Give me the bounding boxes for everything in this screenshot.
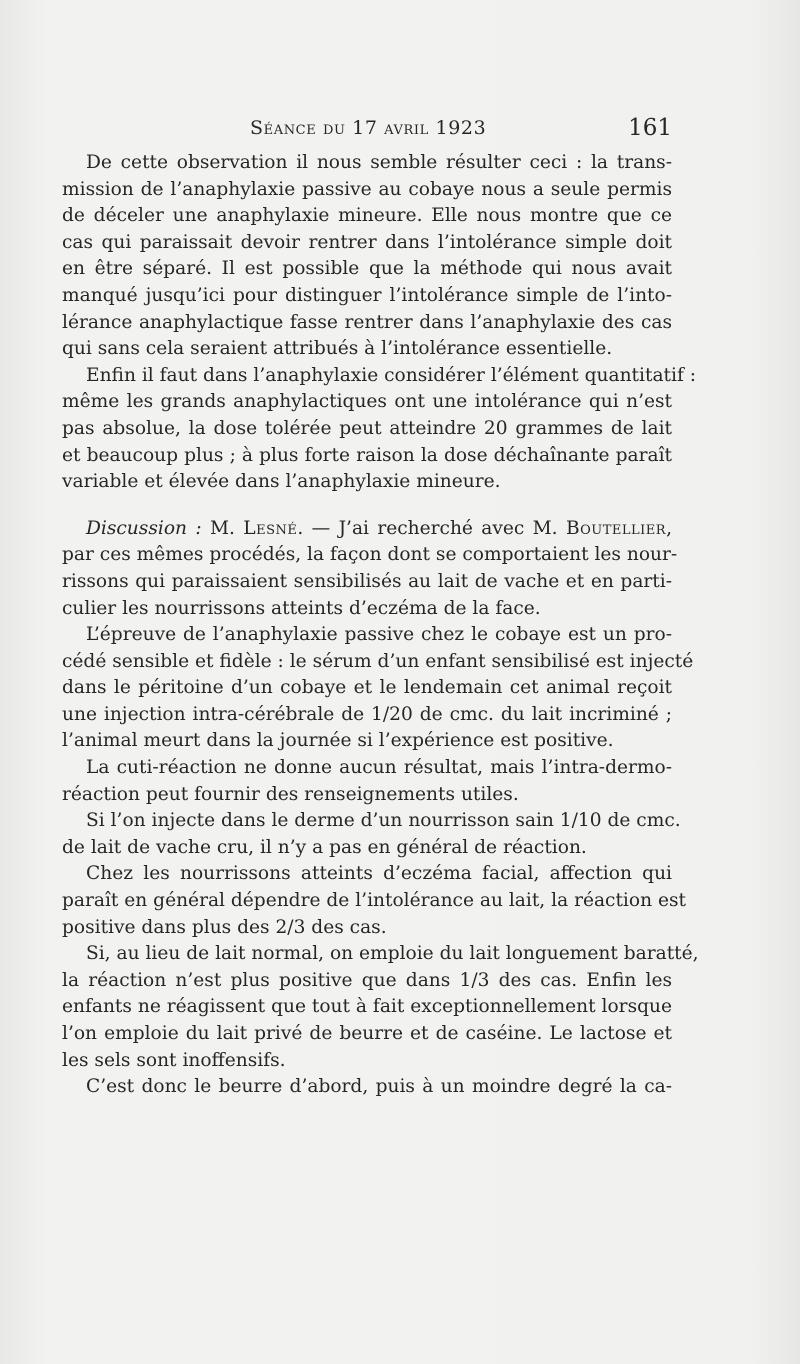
paragraph [62,808,681,861]
text-line: une injection intra-cérébrale de 1/20 de cmc. du lait incriminé ; [62,703,672,725]
text-line: La cuti-réaction ne donne aucun résultat, mais l’intra-dermo- [86,757,672,779]
text-line: manqué jusqu’ici pour distinguer l’intolérance simple de l’into- [62,284,672,306]
paragraph [62,622,694,755]
text-line: même les grands anaphylactiques ont une intolérance qui n’est [62,391,672,413]
running-head: Séance du 17 avril 1923 [250,117,487,139]
text-line: lérance anaphylactique fasse rentrer dans l’anaphylaxie des cas [62,311,672,333]
body-text [62,150,699,1101]
text-line: Chez les nourrissons atteints d’eczéma facial, affection qui [86,863,672,885]
text-run: , [666,517,672,539]
text-line: l’on emploie du lait privé de beurre et de caséine. Le lactose et [62,1023,672,1044]
text-line: enfants ne réagissent que tout à fait exceptionnellement lorsque [62,996,672,1018]
paragraph [62,1074,672,1101]
paragraph [62,363,697,496]
text-line: variable et élevée dans l’anaphylaxie mineure. [62,471,501,493]
paragraph [62,941,699,1074]
text-run: . — J’ai recherché avec M. [297,517,566,539]
text-line: les sels sont inoffensifs. [62,1049,286,1071]
text-line: Enfin il faut dans l’anaphylaxie considérer l’élément quantitatif : [86,364,697,386]
text-line: et beaucoup plus ; à plus forte raison la dose déchaînante paraît [62,444,672,466]
paragraph [62,861,686,941]
text-line: de lait de vache cru, il n’y a pas en général de réaction. [62,836,587,858]
text-line: cédé sensible et fidèle : le sérum d’un enfant sensibilisé est injecté [62,650,694,672]
speaker-name: Lesné [243,517,298,539]
text-line: positive dans plus des 2/3 des cas. [62,916,387,938]
discussion-paragraph [62,516,678,622]
text-line: C’est donc le beurre d’abord, puis à un moindre degré la ca- [86,1076,672,1098]
text-line: l’animal meurt dans la journée si l’expérience est positive. [62,730,614,752]
discussion-label: Discussion : [86,517,202,539]
text-line: De cette observation il nous semble résulter ceci : la trans- [86,152,672,173]
text-line: mission de l’anaphylaxie passive au cobaye nous a seule permis [62,178,672,200]
text-line: la réaction n’est plus positive que dans 1/3 des cas. Enfin les [62,969,672,991]
text-line: cas qui paraissait devoir rentrer dans l’intolérance simple doit [62,231,672,253]
text-line: dans le péritoine d’un cobaye et le lendemain cet animal reçoit [62,677,672,699]
text-line: pas absolue, la dose tolérée peut atteindre 20 grammes de lait [62,417,672,439]
text-run: M. [201,517,244,539]
text-line: Si, au lieu de lait normal, on emploie du lait longuement baratté, [86,943,699,965]
text-line: qui sans cela seraient attribués à l’intolérance essentielle. [62,338,613,360]
discussion-first-line [62,516,672,543]
text-line: par ces mêmes procédés, la façon dont se comportaient les nour- [62,544,678,566]
text-line: paraît en général dépendre de l’intolérance au lait, la réaction est [62,890,686,912]
page-header [62,115,672,147]
paragraph [62,150,672,363]
text-line: réaction peut fournir des renseignements utiles. [62,783,519,805]
text-line: culier les nourrissons atteints d’eczéma de la face. [62,597,541,619]
colleague-name: Boutellier [565,517,667,539]
text-line: L’épreuve de l’anaphylaxie passive chez le cobaye est un pro- [86,624,672,646]
page-number: 161 [628,115,672,141]
text-line: en être séparé. Il est possible que la méthode qui nous avait [62,258,672,280]
paragraph [62,755,672,808]
text-line: de déceler une anaphylaxie mineure. Elle nous montre que ce [62,205,672,227]
text-line: Si l’on injecte dans le derme d’un nourrisson sain 1/10 de cmc. [86,810,681,832]
text-line: rissons qui paraissaient sensibilisés au lait de vache et en parti- [62,570,672,592]
